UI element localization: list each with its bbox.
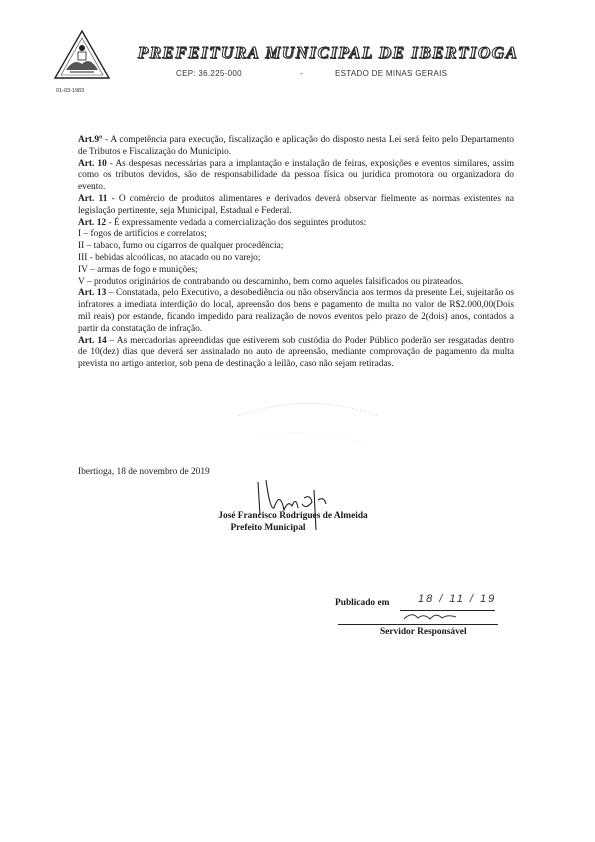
letterhead: [52, 28, 552, 98]
state-text: ESTADO DE MINAS GERAIS: [335, 69, 448, 78]
list-item: III - bebidas alcoólicas, no atacado ou no varejo;: [78, 252, 261, 263]
article-paragraph: Art. 11 - O comércio de produtos alimentares e derivados deverá observar fielmente as normas existentes na legislação pertinente, seja Municipal, Estadual e Federal.: [78, 193, 514, 216]
list-item: II – tabaco, fumo ou cigarros de qualquer procedência;: [78, 241, 284, 252]
list-item: I – fogos de artifícios e correlatos;: [78, 229, 207, 240]
org-name: PREFEITURA MUNICIPAL DE IBERTIOGA: [137, 43, 519, 62]
publication-signature-icon: [400, 609, 460, 623]
publication-label: Publicado em: [335, 598, 390, 608]
responsible-line: [338, 624, 498, 625]
article-paragraph: Art. 13 – Constatada, pelo Executivo, a desobediência ou não observância aos termos da presente Lei, sujeitarão os infratores a imediata interdição do local, apreensão dos bens e pagamento de multa no valor de R$2.000,00(Dois mil reais) por estande, ficando impedido para realização de novos eventos pelo prazo de 2(dois) anos, contados a partir da constatação de infração.: [78, 288, 514, 334]
publication-date: 18 / 11 / 19: [418, 593, 497, 605]
signer-name: José Francisco Rodrigues de Almeida: [218, 511, 368, 521]
cep-text: CEP: 36.225-000: [176, 69, 242, 78]
place-date: Ibertioga, 18 de novembro de 2019: [78, 467, 210, 477]
list-item: IV – armas de fogo e munições;: [78, 264, 198, 275]
article-paragraph: Art. 12 - É expressamente vedada a comercialização dos seguintes produtos:: [78, 217, 367, 228]
header-separator: -: [300, 69, 303, 78]
list-item: V – produtos originários de contrabando ou descaminho, bem como aqueles falsificados ou pirateados.: [78, 276, 464, 287]
article-paragraph: Art. 14 – As mercadorias apreendidas que estiverem sob custódia do Poder Público poderão ser resgatadas dentro de 10(dez) dias que deverá ser assinalado no auto de apreensão, mediante comprovação de pagamento da multa prevista no artigo anterior, sob pena de destinação a leilão, caso não sejam retiradas.: [78, 335, 514, 370]
municipal-seal-icon: [52, 28, 112, 88]
document-body: [78, 135, 514, 371]
article-paragraph: Art.9º - A competência para execução, fiscalização e aplicação do disposto nesta Lei será feito pelo Departamento de Tributos e Fiscalização do Município.: [78, 135, 514, 157]
responsible-role: Servidor Responsável: [380, 627, 467, 637]
signer-title: Prefeito Municipal: [230, 523, 306, 533]
seal-date: 01-03-1983: [56, 88, 85, 94]
article-paragraph: Art. 10 - As despesas necessárias para a implantação e instalação de feiras, exposições e eventos similares, assim como os tributos devidos, são de responsabilidade da pessoa física ou jurídica promotora ou organizadora do evento.: [78, 158, 514, 193]
